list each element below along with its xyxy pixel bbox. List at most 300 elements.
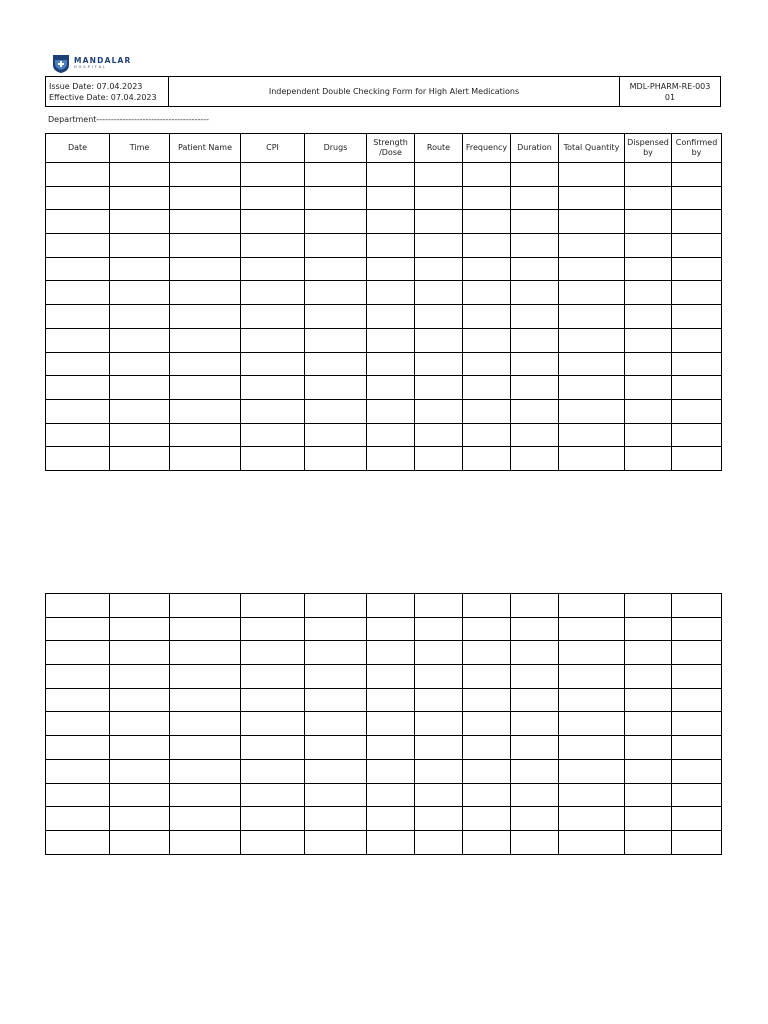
table-cell[interactable] bbox=[511, 352, 559, 376]
table-cell[interactable] bbox=[110, 783, 170, 807]
table-cell[interactable] bbox=[672, 759, 722, 783]
table-cell[interactable] bbox=[625, 641, 672, 665]
table-cell[interactable] bbox=[511, 423, 559, 447]
table-cell[interactable] bbox=[415, 759, 463, 783]
table-cell[interactable] bbox=[463, 712, 511, 736]
table-cell[interactable] bbox=[463, 328, 511, 352]
table-cell[interactable] bbox=[110, 447, 170, 471]
table-cell[interactable] bbox=[511, 594, 559, 618]
table-cell[interactable] bbox=[305, 594, 367, 618]
table-cell[interactable] bbox=[170, 234, 241, 258]
table-cell[interactable] bbox=[625, 305, 672, 329]
table-cell[interactable] bbox=[110, 423, 170, 447]
table-cell[interactable] bbox=[559, 617, 625, 641]
table-cell[interactable] bbox=[559, 594, 625, 618]
table-cell[interactable] bbox=[367, 186, 415, 210]
table-cell[interactable] bbox=[511, 234, 559, 258]
table-cell[interactable] bbox=[170, 423, 241, 447]
table-cell[interactable] bbox=[415, 617, 463, 641]
table-cell[interactable] bbox=[559, 423, 625, 447]
table-cell[interactable] bbox=[463, 305, 511, 329]
table-cell[interactable] bbox=[415, 163, 463, 187]
table-cell[interactable] bbox=[463, 234, 511, 258]
table-cell[interactable] bbox=[559, 759, 625, 783]
table-cell[interactable] bbox=[241, 423, 305, 447]
table-cell[interactable] bbox=[46, 163, 110, 187]
table-cell[interactable] bbox=[367, 665, 415, 689]
table-cell[interactable] bbox=[241, 447, 305, 471]
table-cell[interactable] bbox=[241, 257, 305, 281]
table-cell[interactable] bbox=[511, 305, 559, 329]
table-cell[interactable] bbox=[463, 423, 511, 447]
table-cell[interactable] bbox=[559, 186, 625, 210]
table-cell[interactable] bbox=[415, 594, 463, 618]
table-cell[interactable] bbox=[170, 257, 241, 281]
table-cell[interactable] bbox=[511, 163, 559, 187]
table-cell[interactable] bbox=[110, 234, 170, 258]
table-cell[interactable] bbox=[110, 712, 170, 736]
table-cell[interactable] bbox=[625, 328, 672, 352]
table-cell[interactable] bbox=[559, 688, 625, 712]
table-cell[interactable] bbox=[170, 163, 241, 187]
table-cell[interactable] bbox=[170, 759, 241, 783]
table-cell[interactable] bbox=[367, 257, 415, 281]
table-cell[interactable] bbox=[170, 186, 241, 210]
table-cell[interactable] bbox=[463, 186, 511, 210]
table-cell[interactable] bbox=[170, 641, 241, 665]
table-cell[interactable] bbox=[415, 736, 463, 760]
table-cell[interactable] bbox=[305, 399, 367, 423]
table-cell[interactable] bbox=[110, 665, 170, 689]
table-cell[interactable] bbox=[415, 665, 463, 689]
table-cell[interactable] bbox=[367, 736, 415, 760]
table-cell[interactable] bbox=[305, 736, 367, 760]
table-cell[interactable] bbox=[241, 376, 305, 400]
table-cell[interactable] bbox=[559, 376, 625, 400]
table-cell[interactable] bbox=[625, 447, 672, 471]
table-cell[interactable] bbox=[415, 807, 463, 831]
table-cell[interactable] bbox=[463, 665, 511, 689]
table-cell[interactable] bbox=[672, 305, 722, 329]
table-cell[interactable] bbox=[367, 617, 415, 641]
table-cell[interactable] bbox=[367, 305, 415, 329]
table-cell[interactable] bbox=[367, 688, 415, 712]
table-cell[interactable] bbox=[415, 186, 463, 210]
table-cell[interactable] bbox=[46, 688, 110, 712]
document-code-cell bbox=[620, 77, 721, 107]
table-cell[interactable] bbox=[511, 665, 559, 689]
table-cell[interactable] bbox=[625, 281, 672, 305]
table-cell[interactable] bbox=[463, 807, 511, 831]
table-cell[interactable] bbox=[559, 210, 625, 234]
table-cell[interactable] bbox=[559, 665, 625, 689]
table-cell[interactable] bbox=[672, 352, 722, 376]
table-cell[interactable] bbox=[170, 305, 241, 329]
table-cell[interactable] bbox=[415, 210, 463, 234]
table-cell[interactable] bbox=[305, 376, 367, 400]
table-cell[interactable] bbox=[367, 594, 415, 618]
table-cell[interactable] bbox=[672, 257, 722, 281]
table-cell[interactable] bbox=[170, 352, 241, 376]
table-cell[interactable] bbox=[625, 163, 672, 187]
table-cell[interactable] bbox=[241, 210, 305, 234]
table-cell[interactable] bbox=[110, 210, 170, 234]
table-cell[interactable] bbox=[463, 783, 511, 807]
table-cell[interactable] bbox=[559, 399, 625, 423]
table-cell[interactable] bbox=[415, 399, 463, 423]
table-cell[interactable] bbox=[170, 399, 241, 423]
table-cell[interactable] bbox=[463, 399, 511, 423]
column-header-frequency: Frequency bbox=[463, 134, 511, 163]
table-cell[interactable] bbox=[672, 163, 722, 187]
table-cell[interactable] bbox=[305, 617, 367, 641]
table-cell[interactable] bbox=[415, 305, 463, 329]
table-cell[interactable] bbox=[305, 830, 367, 854]
table-cell[interactable] bbox=[415, 281, 463, 305]
table-cell[interactable] bbox=[305, 641, 367, 665]
table-cell[interactable] bbox=[559, 712, 625, 736]
table-cell[interactable] bbox=[46, 736, 110, 760]
table-cell[interactable] bbox=[672, 783, 722, 807]
table-cell[interactable] bbox=[110, 257, 170, 281]
table-cell[interactable] bbox=[110, 186, 170, 210]
table-cell[interactable] bbox=[415, 830, 463, 854]
table-row bbox=[46, 305, 722, 329]
table-cell[interactable] bbox=[305, 257, 367, 281]
table-cell[interactable] bbox=[415, 234, 463, 258]
table-cell[interactable] bbox=[511, 712, 559, 736]
table-cell[interactable] bbox=[463, 641, 511, 665]
table-cell[interactable] bbox=[305, 186, 367, 210]
table-cell[interactable] bbox=[672, 807, 722, 831]
table-cell[interactable] bbox=[241, 352, 305, 376]
table-cell[interactable] bbox=[46, 594, 110, 618]
table-cell[interactable] bbox=[672, 399, 722, 423]
table-cell[interactable] bbox=[46, 234, 110, 258]
table-cell[interactable] bbox=[170, 665, 241, 689]
table-cell[interactable] bbox=[110, 830, 170, 854]
table-cell[interactable] bbox=[672, 210, 722, 234]
table-cell[interactable] bbox=[46, 617, 110, 641]
table-cell[interactable] bbox=[241, 712, 305, 736]
table-cell[interactable] bbox=[46, 423, 110, 447]
table-cell[interactable] bbox=[46, 399, 110, 423]
table-cell[interactable] bbox=[46, 665, 110, 689]
table-cell[interactable] bbox=[463, 759, 511, 783]
table-cell[interactable] bbox=[672, 234, 722, 258]
table-cell[interactable] bbox=[110, 617, 170, 641]
table-cell[interactable] bbox=[625, 594, 672, 618]
table-cell[interactable] bbox=[672, 665, 722, 689]
table-cell[interactable] bbox=[367, 807, 415, 831]
table-cell[interactable] bbox=[672, 594, 722, 618]
table-cell[interactable] bbox=[625, 736, 672, 760]
table-cell[interactable] bbox=[511, 736, 559, 760]
table-cell[interactable] bbox=[511, 376, 559, 400]
table-cell[interactable] bbox=[367, 399, 415, 423]
table-cell[interactable] bbox=[625, 352, 672, 376]
table-cell[interactable] bbox=[511, 328, 559, 352]
table-cell[interactable] bbox=[46, 830, 110, 854]
table-cell[interactable] bbox=[672, 447, 722, 471]
table-cell[interactable] bbox=[241, 281, 305, 305]
table-cell[interactable] bbox=[559, 783, 625, 807]
table-cell[interactable] bbox=[511, 210, 559, 234]
table-cell[interactable] bbox=[559, 163, 625, 187]
table-cell[interactable] bbox=[110, 807, 170, 831]
table-cell[interactable] bbox=[367, 712, 415, 736]
table-cell[interactable] bbox=[170, 328, 241, 352]
table-cell[interactable] bbox=[110, 281, 170, 305]
table-cell[interactable] bbox=[241, 665, 305, 689]
table-cell[interactable] bbox=[305, 163, 367, 187]
table-cell[interactable] bbox=[672, 688, 722, 712]
table-cell[interactable] bbox=[305, 423, 367, 447]
table-cell[interactable] bbox=[305, 281, 367, 305]
table-cell[interactable] bbox=[367, 234, 415, 258]
table-cell[interactable] bbox=[367, 423, 415, 447]
table-cell[interactable] bbox=[241, 594, 305, 618]
table-cell[interactable] bbox=[625, 399, 672, 423]
table-cell[interactable] bbox=[559, 305, 625, 329]
table-cell[interactable] bbox=[46, 641, 110, 665]
table-cell[interactable] bbox=[46, 281, 110, 305]
table-cell[interactable] bbox=[110, 736, 170, 760]
table-cell[interactable] bbox=[511, 783, 559, 807]
table-cell[interactable] bbox=[170, 830, 241, 854]
table-row bbox=[46, 257, 722, 281]
table-cell[interactable] bbox=[170, 210, 241, 234]
table-cell[interactable] bbox=[170, 807, 241, 831]
table-cell[interactable] bbox=[463, 830, 511, 854]
table-cell[interactable] bbox=[46, 210, 110, 234]
table-cell[interactable] bbox=[672, 281, 722, 305]
table-cell[interactable] bbox=[672, 328, 722, 352]
table-cell[interactable] bbox=[559, 328, 625, 352]
table-cell[interactable] bbox=[415, 783, 463, 807]
table-cell[interactable] bbox=[305, 759, 367, 783]
table-cell[interactable] bbox=[463, 617, 511, 641]
table-cell[interactable] bbox=[305, 807, 367, 831]
table-cell[interactable] bbox=[110, 376, 170, 400]
column-header-cpi: CPI bbox=[241, 134, 305, 163]
table-cell[interactable] bbox=[241, 641, 305, 665]
table-cell[interactable] bbox=[46, 186, 110, 210]
table-cell[interactable] bbox=[46, 305, 110, 329]
table-cell[interactable] bbox=[305, 210, 367, 234]
table-cell[interactable] bbox=[511, 447, 559, 471]
table-cell[interactable] bbox=[463, 210, 511, 234]
table-cell[interactable] bbox=[672, 641, 722, 665]
table-cell[interactable] bbox=[559, 830, 625, 854]
table-cell[interactable] bbox=[170, 783, 241, 807]
table-cell[interactable] bbox=[305, 447, 367, 471]
table-cell[interactable] bbox=[625, 712, 672, 736]
table-cell[interactable] bbox=[367, 210, 415, 234]
table-cell[interactable] bbox=[415, 641, 463, 665]
table-cell[interactable] bbox=[110, 305, 170, 329]
table-cell[interactable] bbox=[367, 783, 415, 807]
table-cell[interactable] bbox=[46, 328, 110, 352]
table-cell[interactable] bbox=[511, 759, 559, 783]
document-code: MDL-PHARM-RE-003 bbox=[629, 81, 711, 91]
table-cell[interactable] bbox=[559, 257, 625, 281]
table-cell[interactable] bbox=[415, 352, 463, 376]
table-cell[interactable] bbox=[241, 807, 305, 831]
table-cell[interactable] bbox=[625, 210, 672, 234]
table-cell[interactable] bbox=[511, 186, 559, 210]
table-cell[interactable] bbox=[170, 712, 241, 736]
table-cell[interactable] bbox=[415, 257, 463, 281]
table-cell[interactable] bbox=[625, 423, 672, 447]
table-cell[interactable] bbox=[511, 688, 559, 712]
table-cell[interactable] bbox=[625, 830, 672, 854]
table-cell[interactable] bbox=[625, 665, 672, 689]
table-row bbox=[46, 186, 722, 210]
table-cell[interactable] bbox=[511, 830, 559, 854]
table-cell[interactable] bbox=[559, 736, 625, 760]
table-cell[interactable] bbox=[559, 807, 625, 831]
table-cell[interactable] bbox=[415, 376, 463, 400]
table-cell[interactable] bbox=[241, 617, 305, 641]
column-header-drugs: Drugs bbox=[305, 134, 367, 163]
table-cell[interactable] bbox=[415, 423, 463, 447]
table-cell[interactable] bbox=[672, 186, 722, 210]
table-cell[interactable] bbox=[511, 399, 559, 423]
table-cell[interactable] bbox=[170, 281, 241, 305]
table-cell[interactable] bbox=[170, 688, 241, 712]
table-cell[interactable] bbox=[511, 257, 559, 281]
table-cell[interactable] bbox=[241, 163, 305, 187]
table-cell[interactable] bbox=[415, 712, 463, 736]
table-cell[interactable] bbox=[110, 399, 170, 423]
table-cell[interactable] bbox=[367, 163, 415, 187]
table-cell[interactable] bbox=[305, 712, 367, 736]
table-cell[interactable] bbox=[367, 641, 415, 665]
table-cell[interactable] bbox=[367, 328, 415, 352]
table-cell[interactable] bbox=[170, 736, 241, 760]
table-cell[interactable] bbox=[415, 328, 463, 352]
table-cell[interactable] bbox=[241, 328, 305, 352]
table-cell[interactable] bbox=[305, 783, 367, 807]
table-cell[interactable] bbox=[511, 807, 559, 831]
table-cell[interactable] bbox=[625, 807, 672, 831]
table-cell[interactable] bbox=[511, 617, 559, 641]
table-cell[interactable] bbox=[672, 376, 722, 400]
table-cell[interactable] bbox=[463, 163, 511, 187]
table-cell[interactable] bbox=[241, 830, 305, 854]
table-cell[interactable] bbox=[241, 783, 305, 807]
table-cell[interactable] bbox=[241, 305, 305, 329]
table-cell[interactable] bbox=[46, 712, 110, 736]
table-cell[interactable] bbox=[415, 447, 463, 471]
table-cell[interactable] bbox=[625, 234, 672, 258]
table-cell[interactable] bbox=[625, 759, 672, 783]
table-cell[interactable] bbox=[367, 281, 415, 305]
column-header-confirmed-by: Confirmed by bbox=[672, 134, 722, 163]
table-cell[interactable] bbox=[305, 688, 367, 712]
table-cell[interactable] bbox=[367, 830, 415, 854]
table-cell[interactable] bbox=[559, 352, 625, 376]
table-cell[interactable] bbox=[110, 163, 170, 187]
table-cell[interactable] bbox=[305, 352, 367, 376]
table-cell[interactable] bbox=[241, 399, 305, 423]
table-cell[interactable] bbox=[463, 688, 511, 712]
table-cell[interactable] bbox=[305, 665, 367, 689]
table-cell[interactable] bbox=[110, 328, 170, 352]
table-cell[interactable] bbox=[463, 594, 511, 618]
table-cell[interactable] bbox=[241, 186, 305, 210]
table-cell[interactable] bbox=[672, 617, 722, 641]
table-cell[interactable] bbox=[305, 305, 367, 329]
table-cell[interactable] bbox=[625, 783, 672, 807]
table-cell[interactable] bbox=[672, 423, 722, 447]
table-cell[interactable] bbox=[170, 617, 241, 641]
department-field[interactable]: Department--------------------------------------- bbox=[48, 115, 209, 124]
table-cell[interactable] bbox=[415, 688, 463, 712]
table-cell[interactable] bbox=[170, 376, 241, 400]
table-cell[interactable] bbox=[46, 352, 110, 376]
table-cell[interactable] bbox=[46, 447, 110, 471]
table-cell[interactable] bbox=[625, 257, 672, 281]
table-cell[interactable] bbox=[110, 594, 170, 618]
table-cell[interactable] bbox=[559, 447, 625, 471]
table-cell[interactable] bbox=[110, 759, 170, 783]
table-cell[interactable] bbox=[463, 736, 511, 760]
table-cell[interactable] bbox=[625, 688, 672, 712]
table-row bbox=[46, 352, 722, 376]
table-cell[interactable] bbox=[241, 736, 305, 760]
table-cell[interactable] bbox=[305, 328, 367, 352]
table-cell[interactable] bbox=[46, 759, 110, 783]
table-cell[interactable] bbox=[170, 594, 241, 618]
table-cell[interactable] bbox=[367, 447, 415, 471]
table-cell[interactable] bbox=[367, 352, 415, 376]
table-cell[interactable] bbox=[463, 447, 511, 471]
table-cell[interactable] bbox=[241, 234, 305, 258]
table-cell[interactable] bbox=[559, 234, 625, 258]
table-cell[interactable] bbox=[625, 186, 672, 210]
table-cell[interactable] bbox=[367, 759, 415, 783]
table-cell[interactable] bbox=[46, 783, 110, 807]
table-cell[interactable] bbox=[625, 617, 672, 641]
table-cell[interactable] bbox=[110, 641, 170, 665]
table-cell[interactable] bbox=[463, 257, 511, 281]
table-cell[interactable] bbox=[170, 447, 241, 471]
table-cell[interactable] bbox=[625, 376, 672, 400]
table-cell[interactable] bbox=[110, 688, 170, 712]
table-cell[interactable] bbox=[559, 641, 625, 665]
table-cell[interactable] bbox=[241, 688, 305, 712]
table-cell[interactable] bbox=[46, 257, 110, 281]
table-cell[interactable] bbox=[463, 376, 511, 400]
table-cell[interactable] bbox=[110, 352, 170, 376]
table-cell[interactable] bbox=[241, 759, 305, 783]
table-cell[interactable] bbox=[463, 352, 511, 376]
table-cell[interactable] bbox=[672, 736, 722, 760]
table-cell[interactable] bbox=[463, 281, 511, 305]
table-cell[interactable] bbox=[46, 807, 110, 831]
table-cell[interactable] bbox=[305, 234, 367, 258]
table-cell[interactable] bbox=[367, 376, 415, 400]
table-cell[interactable] bbox=[511, 641, 559, 665]
table-cell[interactable] bbox=[46, 376, 110, 400]
table-cell[interactable] bbox=[672, 712, 722, 736]
table-cell[interactable] bbox=[559, 281, 625, 305]
table-header-row bbox=[46, 134, 722, 163]
table-cell[interactable] bbox=[511, 281, 559, 305]
table-cell[interactable] bbox=[672, 830, 722, 854]
